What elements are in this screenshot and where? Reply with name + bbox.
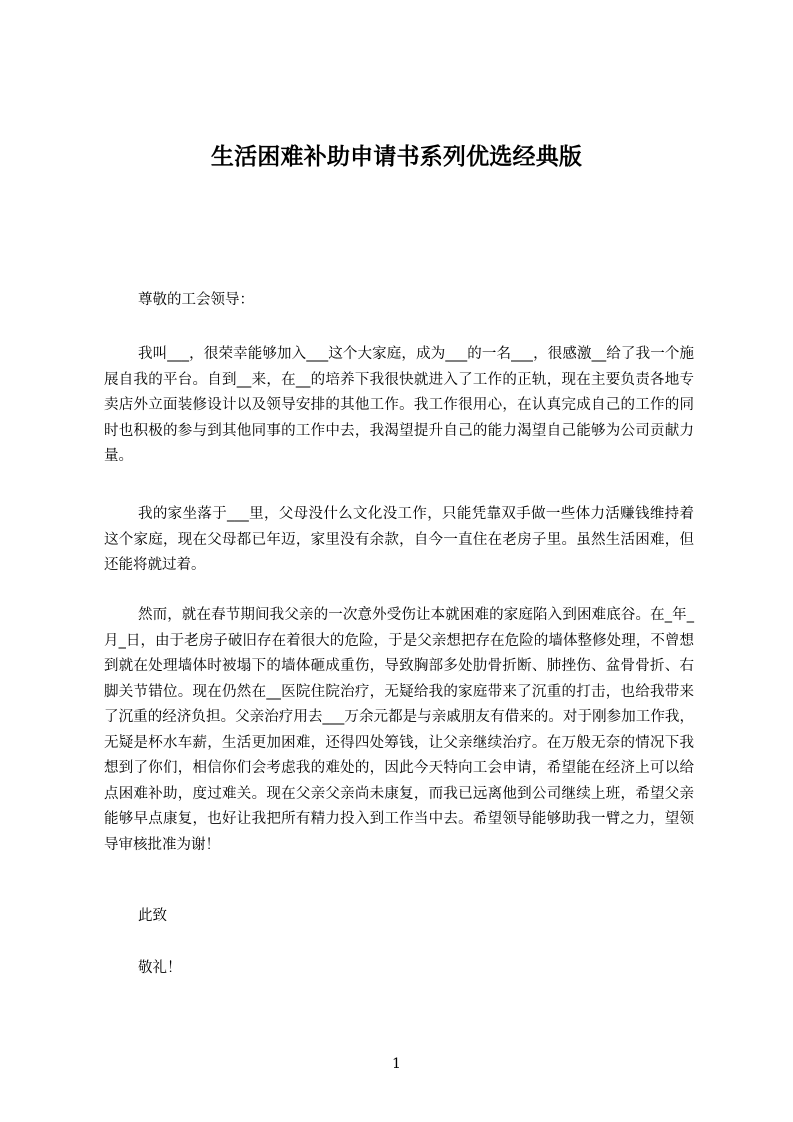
paragraph-introduction: 我叫___，很荣幸能够加入___这个大家庭，成为___的一名___，很感激__给了我一个施展自我的平台。自到__来，在__的培养下我很快就进入了工作的正轨，现在主要负责各地专卖店外立面装修设计以及领导安排的其他工作。我工作很用心，在认真完成自己的工作的同时也积极的参与到其他同事的工作中去，我渴望提升自己的能力渴望自己能够为公司贡献力量。 [104, 346, 694, 464]
closing-line-2: 敬礼！ [138, 960, 182, 976]
salutation: 尊敬的工会领导： [138, 292, 254, 308]
page-number: 1 [392, 1056, 401, 1072]
closing-line-1: 此致 [138, 908, 167, 924]
paragraph-family-situation: 我的家坐落于___里，父母没什么文化没工作，只能凭靠双手做一些体力活赚钱维持着这个家庭，现在父母都已年迈，家里没有余款，自今一直住在老房子里。虽然生活困难，但还能将就过着。 [104, 506, 694, 573]
paragraph-request: 然而，就在春节期间我父亲的一次意外受伤让本就困难的家庭陷入到困难底谷。在_年_月_日，由于老房子破旧存在着很大的危险，于是父亲想把存在危险的墙体整修处理，不曾想到就在处理墙体时被塌下的墙体砸成重伤，导致胸部多处肋骨折断、肺挫伤、盆骨骨折、右脚关节错位。现在仍然在__医院住院治疗，无疑给我的家庭带来了沉重的打击，也给我带来了沉重的经济负担。父亲治疗用去___万余元都是与亲戚朋友有借来的。对于刚参加工作我，无疑是杯水车薪，生活更加困难，还得四处筹钱，让父亲继续治疗。在万般无奈的情况下我想到了你们，相信你们会考虑我的难处的，因此今天特向工会申请，希望能在经济上可以给点困难补助，度过难关。现在父亲父亲尚未康复，而我已远离他到公司继续上班，希望父亲能够早点康复，也好让我把所有精力投入到工作当中去。希望领导能够助我一臂之力，望领导审核批准为谢！ [104, 607, 694, 853]
document-title: 生活困难补助申请书系列优选经典版 [210, 144, 583, 170]
